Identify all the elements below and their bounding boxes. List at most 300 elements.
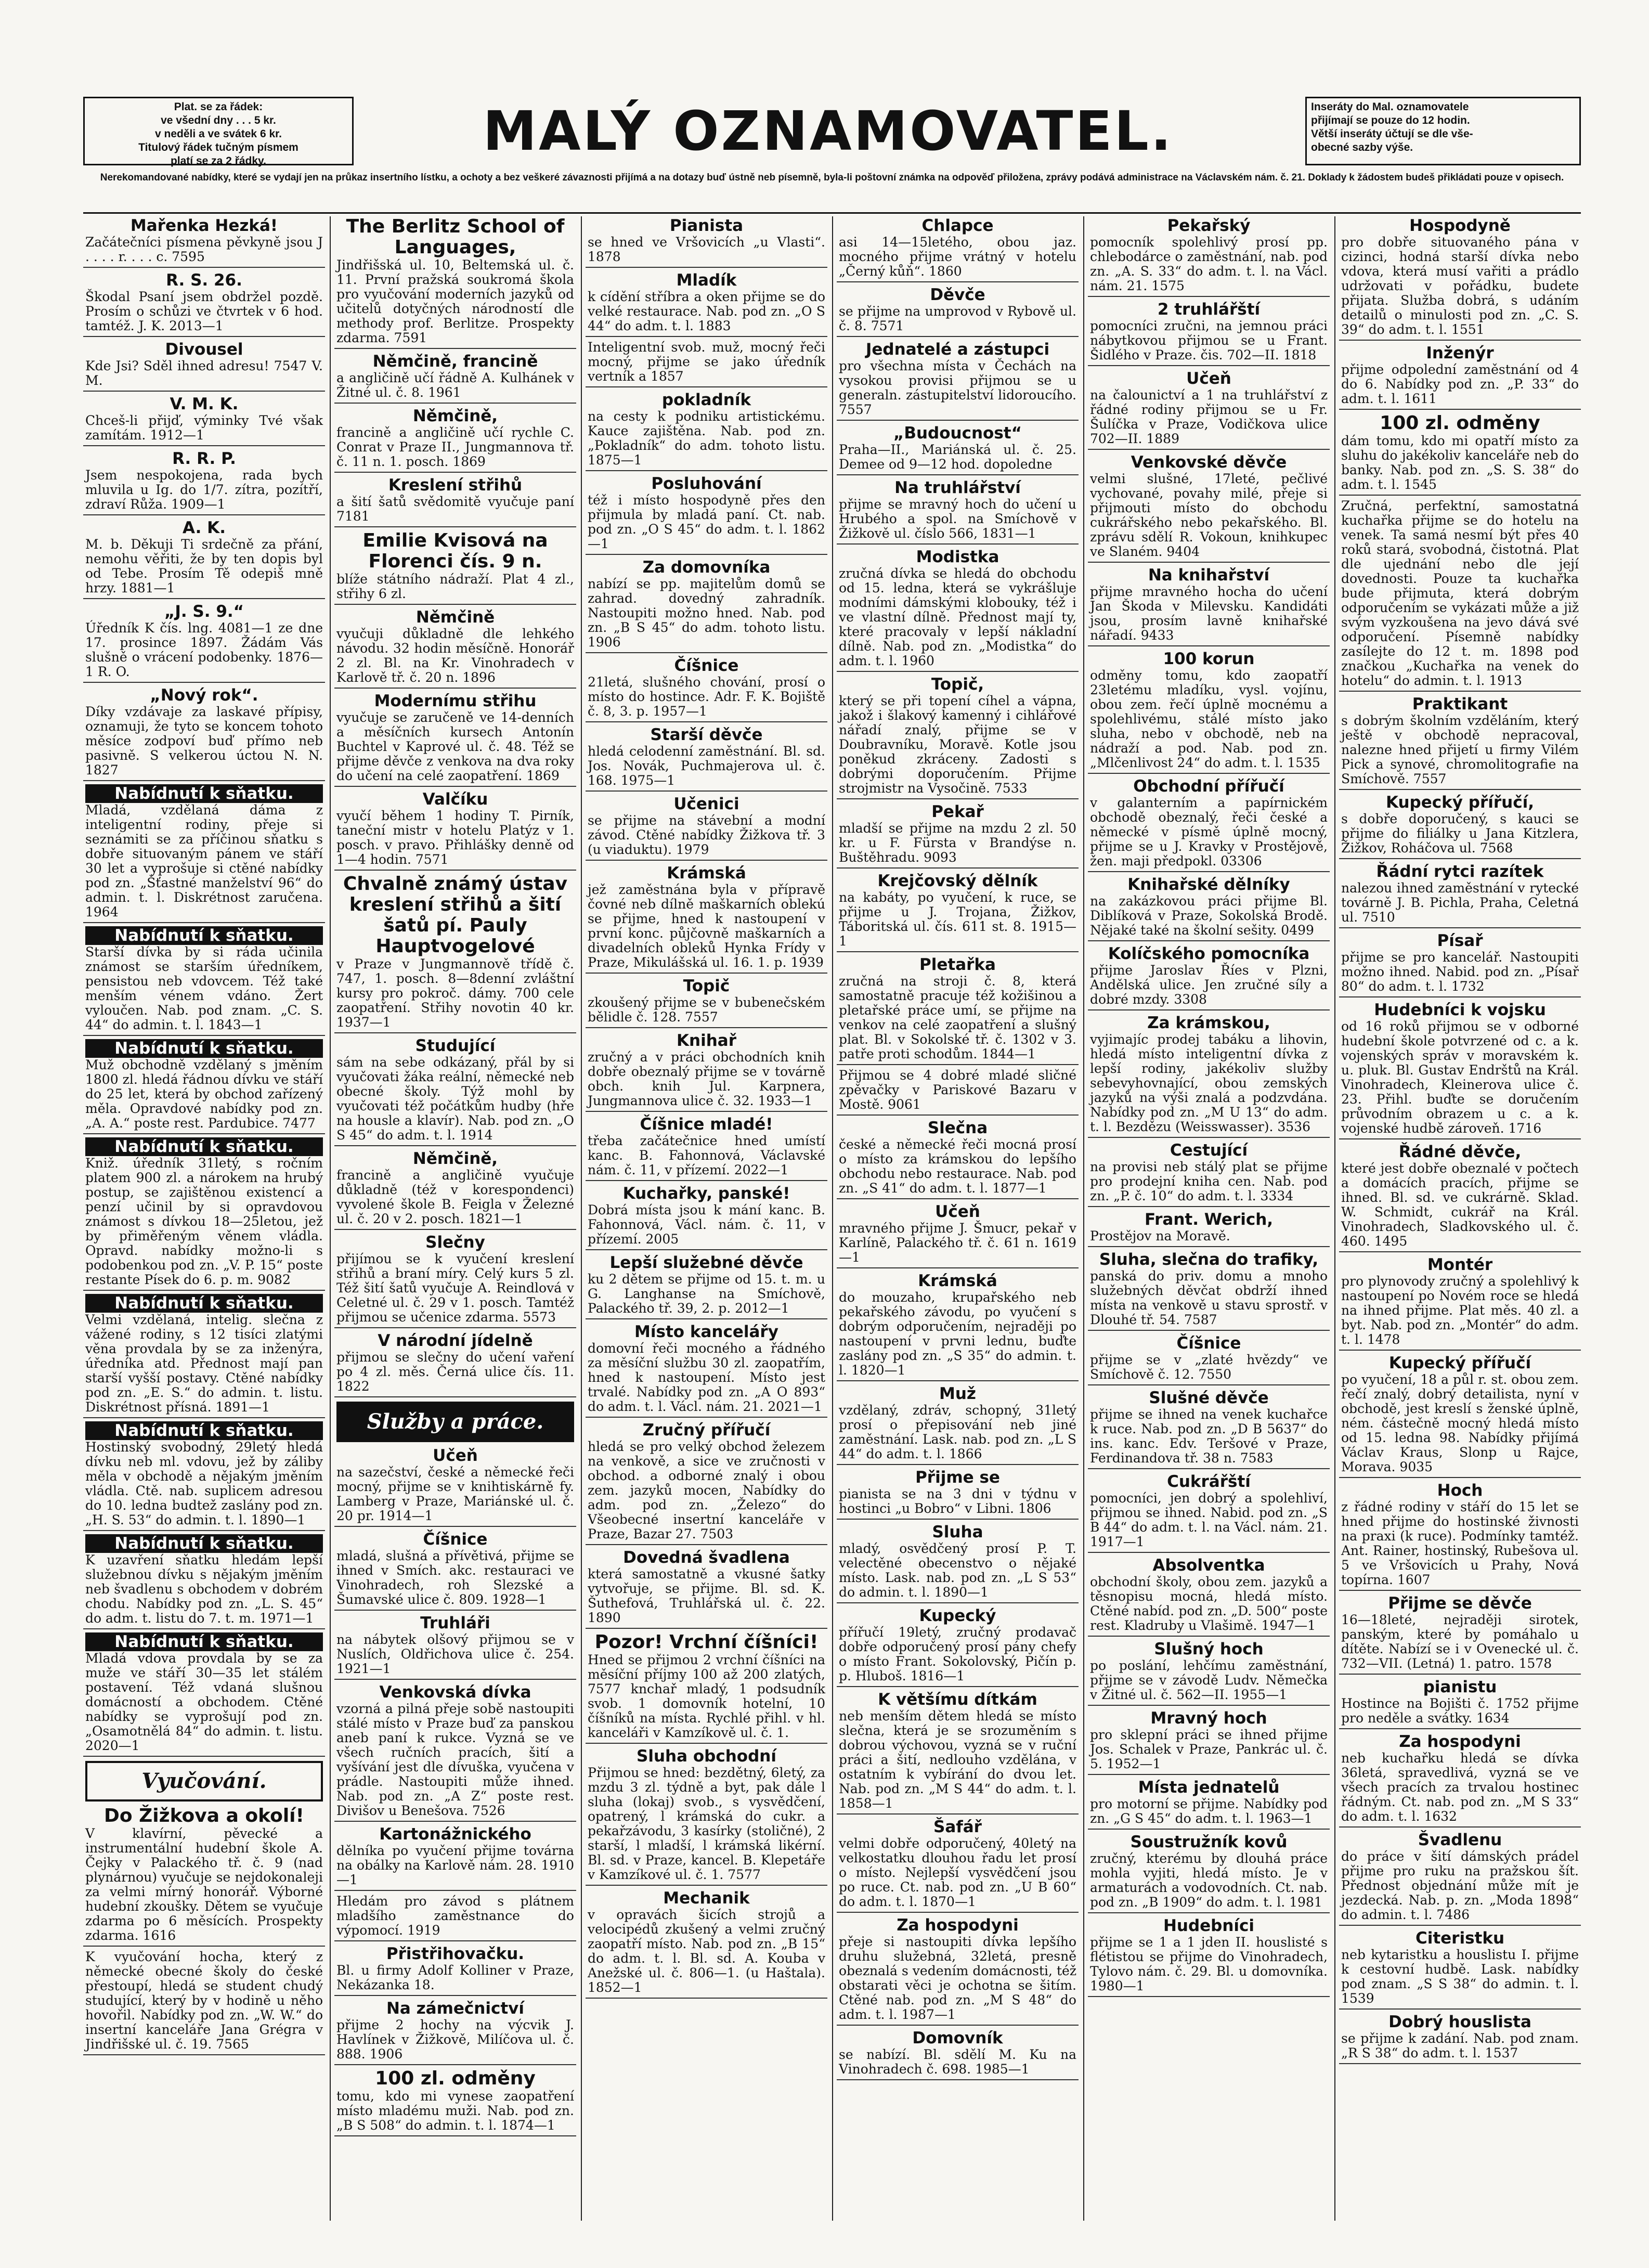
- classified-ad: [1088, 1916, 1330, 1997]
- ad-text: s dobrým školním vzděláním, který ještě v obchodě nepracoval, nalezne hned přijetí u firmy Vilém Pick a synové, chromolitografie na Smíchově. 7557: [1341, 713, 1579, 786]
- ad-heading: Číšnice: [1176, 1334, 1241, 1353]
- info-line: Větší inseráty účtují se dle vše-: [1311, 128, 1473, 140]
- ad-heading: Nabídnutí k sňatku.: [85, 1039, 323, 1058]
- classified-ad: [1339, 793, 1581, 859]
- ad-heading: 100 zl. odměny: [1380, 412, 1540, 434]
- classified-ad: [1088, 1141, 1330, 1207]
- rates-line: Titulový řádek tučným písmem: [138, 141, 298, 153]
- classified-ad: [837, 872, 1079, 952]
- ad-text: která samostatně a vkusné šatky vytvořuje, se přijme. Bl. sd. K. Šuthefová, Truhlářská ul. č. 22. 1890: [588, 1566, 825, 1625]
- page-frame: [83, 94, 1581, 2221]
- ad-heading: Lepší služebné děvče: [609, 1253, 803, 1272]
- ad-text: české a německé řeči mocná prosí o místo za krámskou do lepšího obchodu nebo restaurace. Nab. pod zn. „S 41“ do adm. t. l. 1877—1: [839, 1137, 1076, 1196]
- classified-ad: [837, 1690, 1079, 1815]
- ad-text: sám na sebe odkázaný, přál by si vyučovati žáka reální, německé neb obecné školy. Týž mohl by vyučovati též počátkům hudby (hře na housle a klavír). Nab. pod zn. „O S 45“ do adm. t. l. 1914: [336, 1055, 574, 1143]
- ad-heading: Sluha: [932, 1523, 983, 1541]
- ad-text: Bl. u firmy Adolf Kolliner v Praze, Nekázanka 18.: [336, 1963, 574, 1992]
- ad-heading: Truhláři: [420, 1614, 490, 1632]
- ad-heading: Mechanik: [663, 1889, 750, 1908]
- classified-ad: [1339, 499, 1581, 692]
- ad-text: na čalounictví a 1 na truhlářství z řádné rodiny přijmou se u Fr. Šulíčka v Praze, Vodičkova ulice 702—II. 1889: [1090, 387, 1328, 446]
- classified-ad: [586, 474, 827, 555]
- ad-text: hledá celodenní zaměstnání. Bl. sd. Jos. Novák, Puchmajerova ul. č. 168. 1975—1: [588, 744, 825, 788]
- ad-heading: Mladík: [676, 271, 737, 290]
- ad-text: na zakázkovou práci přijme Bl. Diblíková v Praze, Sokolská Brodě. Nějaké také na školní sešity. 0499: [1090, 893, 1328, 938]
- classified-ad: [334, 1446, 576, 1527]
- ad-heading: Posluhování: [651, 474, 762, 493]
- ad-text: domovní řeči mocného a řádného za měsíční službu 30 zl. zaopatřím, hned k nastoupení. Místo jest trvalé. Nabídky pod zn. „A O 893“ do adm. t. l. Václ. nám. 21. 2021—1: [588, 1341, 825, 1414]
- ad-heading: Krámská: [918, 1272, 997, 1290]
- ad-heading: Kolíčského pomocníka: [1108, 944, 1310, 963]
- ad-heading: Přistřihovačku.: [386, 1945, 525, 1963]
- ad-heading: A. K.: [183, 519, 226, 537]
- ad-heading: Nabídnutí k sňatku.: [85, 1421, 323, 1440]
- ad-heading: Němčině,: [412, 1149, 498, 1168]
- ad-text: Praha—II., Mariánská ul. č. 25. Demee od 9—12 hod. dopoledne: [839, 442, 1076, 472]
- classified-ad: [1339, 413, 1581, 496]
- ad-text: které jest dobře obeznalé v počtech a domácích pracích, přijme se ihned. Bl. sd. ve cukrárně. Sklad. W. Schmidt, cukrář na Král. Vinohradech, Sladkovského ul. č. 460. 1495: [1341, 1161, 1579, 1249]
- classified-ad: [1339, 1255, 1581, 1351]
- ad-text: neb kuchařku hledá se dívka 36letá, spravedlivá, vyzná se ve všech pracích za trvalou hostinec řádným. Ct. nab. pod zn. „M S 33“ do adm. t. l. 1632: [1341, 1751, 1579, 1824]
- classified-ad: [586, 1747, 827, 1886]
- classified-ad: [586, 1889, 827, 1999]
- column-divider: [832, 216, 833, 2221]
- classified-ad: [334, 476, 576, 527]
- classified-ad: [1088, 453, 1330, 563]
- ad-text: na kabáty, po vyučení, k ruce, se přijme u J. Trojana, Žižkov, Táboritská ul. čís. 611 st. 8. 1915—1: [839, 890, 1076, 949]
- column-5: [1088, 216, 1330, 2221]
- classified-ad: [1088, 566, 1330, 646]
- ad-heading: Muž: [939, 1384, 976, 1403]
- ad-heading: Cukrářští: [1167, 1472, 1251, 1491]
- ad-text: francině a angličině učí rychle C. Conrat v Praze II., Jungmannova tř. č. 11 n. 1. posch. 1869: [336, 425, 574, 469]
- ad-text: pomocník spolehlivý prosí pp. chlebodárce o zaměstnání, nab. pod zn. „A. S. 33“ do adm. t. l. na Václ. nám. 21. 1575: [1090, 235, 1328, 293]
- ad-heading: Slečna: [927, 1119, 988, 1137]
- ad-text: tomu, kdo mi vynese zaopatření místo mladému muži. Nab. pod zn. „B S 508“ do admin. t. l. 1874—1: [336, 2089, 574, 2133]
- ad-heading: Písař: [1437, 931, 1483, 950]
- ad-text: zručná na stroji č. 8, která samostatně pracuje též kožišinou a pletařské práce umí, se přijme na venkov na celé zaopatření a slušný plat. Bl. v Sokolské tř. č. 1302 v 3. patře proti schodům. 1844—1: [839, 974, 1076, 1061]
- classified-ad: [83, 784, 325, 923]
- classified-ad: [1339, 1354, 1581, 1478]
- classified-ad: [334, 1945, 576, 1996]
- ad-text: Kniž. úředník 31letý, s ročním platem 900 zl. a nárokem na hrubý postup, se zajištěnou existencí a penzí učinil by si opravdovou známost s dívkou 18—25letou, jež by přiměřeným věnem vládla. Opravd. nabídky možno-li s podobenkou pod zn. „V. P. 15“ poste restante Písek do 6. p. m. 9082: [85, 1156, 323, 1287]
- ad-heading: „Budoucnost“: [893, 424, 1022, 443]
- ad-heading: Slečny: [425, 1233, 485, 1252]
- classified-ad: [1088, 1389, 1330, 1469]
- ad-text: hledá se pro velký obchod železem na venkově, a sice ve zručnosti v obchod. a odborné znalý i obou zem. jazyků mocen, Nabídky do adm. pod zn. „Železo“ do Všeobecné insertní kanceláře v Praze, Bazar 27. 7503: [588, 1439, 825, 1541]
- ad-heading: Knihařské dělníky: [1127, 875, 1290, 894]
- ad-text: s dobře doporučený, s kauci se přijme do filiálky u Jana Kitzlera, Žižkov, Roháčova ul. 7568: [1341, 811, 1579, 856]
- classified-ad: [83, 271, 325, 337]
- classified-ad: [1088, 1472, 1330, 1553]
- ad-heading: Za krámskou,: [1147, 1014, 1270, 1032]
- ad-text: mladá, slušná a přívětivá, přijme se ihned v Smích. akc. restauraci ve Vinohradech, roh Slezské a Šumavské ulice č. 809. 1928—1: [336, 1548, 574, 1607]
- column-2: [334, 216, 576, 2221]
- ad-heading: Kupecký přířučí,: [1386, 793, 1534, 812]
- ad-text: Hostinský svobodný, 29letý hledá dívku neb ml. vdovu, jež by záliby měla v obchodě a nějakým jměním vládla. Ctě. nab. suplicem adresou do 10. ledna budtež zaslány pod zn. „H. S. 53“ do admin. t. l. 1890—1: [85, 1440, 323, 1527]
- ad-heading: Sluha, slečna do trafiky,: [1099, 1250, 1319, 1269]
- ad-heading: Zručný přířučí: [642, 1421, 771, 1440]
- ad-heading: Mravný hoch: [1150, 1709, 1267, 1728]
- classified-ad: [1088, 777, 1330, 872]
- ad-heading: 2 truhlářští: [1157, 300, 1261, 319]
- ad-text: K vyučování hocha, který z německé obecné školy do české přestoupí, hledá se student chudý studující, který by v hodině u něho hovořil. Nabídky pod zn. „W. W.“ do insertní kanceláře Jana Grégra v Jindřišské ul. č. 19. 7565: [85, 1949, 323, 2052]
- classified-ad: [837, 1384, 1079, 1465]
- classified-ad: [83, 1632, 325, 1757]
- classified-ad: [586, 391, 827, 471]
- classified-ad: [83, 1294, 325, 1418]
- classified-ad: [334, 216, 576, 349]
- ad-text: přijme mravného hocha do učení Jan Škoda v Milevsku. Kandidáti jsou, prosím lavně knihařské nářadí. 9433: [1090, 584, 1328, 643]
- administration-notice: Nerekomandované nabídky, které se vydají jen na průkaz insertního lístku, a ochoty a bez veškeré závaznosti přijímá a na dotazy buď ústně neb písemně, byla-li poštovní známka na odpověď přiložena, zprávy podává administrace na Václavském nám. č. 21. Doklady k žádostem budeš přikládati pouze v opisech.: [100, 172, 1564, 183]
- ad-text: V klavírní, pěvecké a instrumentální hudební škole A. Čejky v Palackého tř. č. 9 (nad plynárnou) vyučuje se nejdokonaleji za velmi mírný honorář. Výborné hudební zkoušky. Dětem se vyučuje zdarma po 6 měsících. Prospekty zdarma. 1616: [85, 1826, 323, 1943]
- ad-text: z řádné rodiny v stáří do 15 let se hned přijme do hostinské živnosti na praxi (k ruce). Podmínky tamtéž. Ant. Rainer, hostinský, Rubešova ul. 5 ve Vršovicích u Prahy, Nová topírna. 1607: [1341, 1499, 1579, 1587]
- ad-text: na provisi neb stálý plat se přijme pro prodejní kniha cen. Nab. pod zn. „P. č. 10“ do adm. t. l. 3334: [1090, 1159, 1328, 1203]
- header-rule: [83, 212, 1581, 214]
- info-line: přijímají se pouze do 12 hodin.: [1311, 114, 1470, 126]
- classified-ad: [83, 1534, 325, 1629]
- ad-heading: Dobrý houslista: [1388, 2013, 1531, 2031]
- section-banner: Vyučování.: [85, 1761, 323, 1802]
- ad-heading: Přijme se: [915, 1468, 1000, 1487]
- classified-ad: [83, 926, 325, 1036]
- ad-text: přijme Jaroslav Říes v Plzni, Andělská ulice. Jen zručné síly a dobré mzdy. 3308: [1090, 963, 1328, 1007]
- column-divider: [1083, 216, 1084, 2221]
- classified-ad: [837, 1468, 1079, 1520]
- ad-text: nabízí se pp. majitelům domů se zahrad. dovedný zahradník. Nastoupiti možno hned. Nab. pod zn. „B S 45“ do adm. tohoto listu. 1906: [588, 576, 825, 650]
- ad-text: se hned ve Vršovicích „u Vlasti“. 1878: [588, 235, 825, 264]
- classified-ad: [1339, 695, 1581, 790]
- ad-text: Hned se přijmou 2 vrchní číšníci na měsíční příjmy 100 až 200 zlatých, 7577 knchař mladý, 1 podsudník svob. 1 domovník hotelní, 10 číšníků na místa. Rychlé přihl. v hl. kanceláři v Kamzíkově ul. č. 1.: [588, 1652, 825, 1740]
- classified-ad: [586, 340, 827, 387]
- ad-text: přijme se mravný hoch do učení u Hrubého a spol. na Smíchově v Žižkově ul. číslo 566, 1831—1: [839, 497, 1076, 541]
- ad-heading: Studující: [415, 1036, 496, 1055]
- ad-heading: 100 korun: [1163, 650, 1255, 668]
- ad-text: Starší dívka by si ráda učinila známost se starším úředníkem, pensistou neb vdovcem. Též také menším vénem vdáno. Žert vyloučen. Nab. pod znam. „C. S. 44“ do admin. t. l. 1843—1: [85, 944, 323, 1032]
- classified-columns: [83, 216, 1581, 2221]
- ad-text: jež zaměstnána byla v přípravě čovné neb dílně maškarních oblekú se přijme, hned k nastoupení v první konc. půjčovně maškarních a divadelních obleků Hynka Frídy v Praze, Mikulášská ul. 16. 1. p. 1939: [588, 882, 825, 970]
- rates-line: platí se za 2 řádky.: [170, 155, 267, 167]
- ad-text: do práce v šití dámských prádel přijme pro ruku na pražskou šít. Přednost objednání může mít je jezdecká. Nab. p. zn. „Moda 1898“ do admin. t. l. 7486: [1341, 1849, 1579, 1922]
- classified-ad: [1088, 875, 1330, 941]
- classified-ad: [586, 977, 827, 1028]
- classified-ad: [837, 1202, 1079, 1268]
- classified-ad: [586, 725, 827, 792]
- ad-text: vyučuje se zaručeně ve 14-denních a měsíčních kursech Antonín Buchtel v Kaprové ul. č. 48. Též se přijme děvče z venkova na dva roky do učení na celé zaopatření. 1869: [336, 710, 574, 783]
- ad-heading: Na truhlářství: [894, 478, 1021, 497]
- ad-text: 21letá, slušného chování, prosí o místo do hostince. Adr. F. K. Bojiště č. 8, 3. p. 1957—1: [588, 675, 825, 719]
- classified-ad: [1339, 1594, 1581, 1675]
- classified-ad: [1339, 216, 1581, 341]
- classified-ad: [1339, 2013, 1581, 2064]
- ad-text: na sazečství, české a německé řeči mocný, přijme se v knihtiskárně fy. Lamberg v Praze, Mariánské ul. č. 20 pr. 1914—1: [336, 1465, 574, 1523]
- ad-text: Úředník K čís. lng. 4081—1 ze dne 17. prosince 1897. Žádám Vás slušně o vrácení podobenky. 1876—1 R. O.: [85, 620, 323, 679]
- ad-heading: Za hospodyni: [897, 1916, 1019, 1935]
- ad-text: mladý, osvědčený prosí P. T. velectěné obecenstvo o nějaké místo. Lask. nab. pod zn. „L S 53“ do admin. t. l. 1890—1: [839, 1541, 1076, 1600]
- classified-ad: [1088, 944, 1330, 1010]
- classified-ad: [334, 608, 576, 689]
- ad-heading: Němčině,: [412, 407, 498, 425]
- classified-ad: [1088, 369, 1330, 450]
- ad-text: se přijme na umprovod v Rybově ul. č. 8. 7571: [839, 304, 1076, 333]
- ad-heading: Chvalně známý ústav kreslení střihů a šití šatů pí. Pauly Hauptvogelové: [343, 873, 568, 957]
- ad-text: přijme se ihned na venek kuchařce k ruce. Nab. pod zn. „D B 5637“ do ins. kanc. Edv. Teršové v Praze, Ferdinandova tř. 38 n. 7583: [1090, 1407, 1328, 1466]
- classified-ad: [334, 352, 576, 404]
- ad-heading: Nabídnutí k sňatku.: [85, 1632, 323, 1651]
- ad-heading: Venkovská dívka: [379, 1683, 531, 1702]
- ad-heading: Slušný hoch: [1154, 1640, 1264, 1658]
- classified-ad: [1088, 1210, 1330, 1247]
- ad-heading: Učeň: [1186, 369, 1231, 388]
- ad-text: Muž obchodně vzdělaný s jměním 1800 zl. hledá řádnou dívku ve stáří do 25 let, která by obchod zařízený měla. Opravdové nabídky pod zn. „A. A.“ poste rest. Pardubice. 7477: [85, 1057, 323, 1131]
- ad-heading: „Nový rok“.: [150, 686, 258, 705]
- classified-ad: [334, 1614, 576, 1680]
- classified-ad: [334, 692, 576, 787]
- ad-text: zručná dívka se hledá do obchodu od 15. ledna, která se vykrášluje modními dámskými klobouky, též i ve vlastní dílně. Přednost mají ty, které pracovaly v lepší nákladní dílně. Nab. pod zn. „Modistka“ do adm. t. l. 1960: [839, 566, 1076, 668]
- classified-ad: [1088, 1014, 1330, 1138]
- ad-heading: V národní jídelně: [378, 1331, 533, 1350]
- ad-text: po vyučení, 18 a půl r. st. obou zem. řečí znalý, dobrý detailista, nyní v obchodě, jest kreslí s ženské úplně, ném. částečně mocný hledá místo od 15. ledna 98. Nabídky přijímá Václav Kraus, Slonp u Rajce, Morava. 9035: [1341, 1372, 1579, 1474]
- classified-ad: [1339, 931, 1581, 997]
- ad-text: Velmi vzdělaná, intelig. slečna z vážené rodiny, s 12 tisíci zlatými věna provdala by se za inženýra, úředníka atd. Přednost mají pan starší vyšší postavy. Ctěné nabídky pod zn. „E. S.“ do admin. t. listu. Diskrétnost přísná. 1891—1: [85, 1312, 323, 1415]
- classified-ad: [1339, 1001, 1581, 1139]
- ad-heading: Nabídnutí k sňatku.: [85, 784, 323, 803]
- ad-heading: Kupecký: [919, 1606, 996, 1625]
- ad-text: pro motorní se přijme. Nabídky pod zn. „G S 45“ do adm. t. l. 1963—1: [1090, 1796, 1328, 1826]
- classified-ad: [83, 216, 325, 268]
- classified-ad: [837, 1119, 1079, 1199]
- ad-text: velmi dobře odporučený, 40letý na velkostatku dlouhou řadu let prosí o místo. Nejlepší vysvědčení jsou po ruce. Ct. nab. pod zn. „U B 60“ do adm. t. l. 1870—1: [839, 1836, 1076, 1909]
- classified-ad: [586, 1632, 827, 1744]
- classified-ad: [1088, 300, 1330, 366]
- masthead-header: [83, 94, 1581, 169]
- ad-heading: Hoch: [1437, 1481, 1483, 1500]
- info-line: obecné sazby výše.: [1311, 141, 1413, 153]
- ad-text: Díky vzdávaje za laskavé přípisy, oznamuji, že tyto se koncem tohoto měsíce zodpoví buď přímo neb pasivně. S velkerou úctou N. N. 1827: [85, 704, 323, 777]
- classified-ad: [83, 1806, 325, 1947]
- ad-heading: Krámská: [667, 864, 746, 883]
- ad-text: Dobrá místa jsou k mání kanc. B. Fahonnová, Václ. nám. č. 11, v přízemí. 2005: [588, 1202, 825, 1247]
- ad-text: se nabízí. Bl. sdělí M. Ku na Vinohradech č. 698. 1985—1: [839, 2047, 1076, 2077]
- ad-text: K uzavření sňatku hledám lepší služebnou dívku s nějakým jměním neb švadlenu s obchodem v dobrém chodu. Nabídky pod zn. „L. S. 45“ do adm. t. listu do 7. t. m. 1971—1: [85, 1552, 323, 1626]
- ad-heading: Číšnice: [674, 656, 739, 675]
- ad-heading: Do Žižkova a okolí!: [104, 1805, 304, 1826]
- ad-heading: Kreslení střihů: [388, 476, 523, 495]
- ad-text: nalezou ihned zaměstnání v rytecké továrně J. B. Pichla, Praha, Celetná ul. 7510: [1341, 880, 1579, 925]
- ad-heading: Soustružník kovů: [1130, 1833, 1288, 1851]
- classified-ad: [837, 955, 1079, 1065]
- classified-ad: [1088, 216, 1330, 297]
- ad-heading: Místa jednatelů: [1138, 1778, 1280, 1797]
- ad-text: mravného přijme J. Šmucr, pekař v Karlíně, Palackého tř. č. 61 n. 1619—1: [839, 1221, 1076, 1265]
- classified-ad: [586, 1031, 827, 1112]
- ad-heading: Krejčovský dělník: [877, 872, 1038, 890]
- ad-text: dám tomu, kdo mi opatří místo za sluhu do jakékoliv kanceláře neb do banky. Nab. pod zn. „S. S. 38“ do adm. t. l. 1545: [1341, 433, 1579, 492]
- ad-heading: Modistka: [916, 548, 999, 566]
- ad-heading: Kuchařky, panské!: [622, 1184, 790, 1203]
- ad-heading: pianistu: [1423, 1678, 1497, 1696]
- ad-heading: Slušné děvče: [1149, 1389, 1269, 1407]
- classified-ad: [83, 1421, 325, 1531]
- ad-heading: Topič: [683, 977, 730, 995]
- classified-ad: [837, 1068, 1079, 1116]
- ad-text: přijímou se k vyučení kreslení střihů a braní míry. Celý kurs 5 zl. Též šití šatů vyučuje A. Reindlová v Celetné ul. č. 29 v 1. posch. Tamtéž přijmou se učenice zdarma. 5573: [336, 1251, 574, 1325]
- ad-heading: Přijme se děvče: [1388, 1594, 1532, 1613]
- ad-heading: Nabídnutí k sňatku.: [85, 926, 323, 945]
- ad-text: třeba začátečnice hned umístí kanc. B. Fahonnová, Václavské nám. č. 11, v přízemí. 2022—1: [588, 1133, 825, 1177]
- ad-heading: Učeň: [935, 1202, 980, 1221]
- classified-ad: [837, 1523, 1079, 1603]
- ad-text: neb kytaristku a houslistu I. přijme k cestovní hudbě. Lask. nabídky pod znam. „S S 38“ do admin. t. l. 1539: [1341, 1947, 1579, 2006]
- classified-ad: [334, 1683, 576, 1822]
- ad-text: přeje si nastoupiti dívka lepšího druhu služebná, 32letá, presně obeznalá s vedením domácnosti, též obstarati věci je ochotna se šitím. Ctěné nab. pod zn. „M S 48“ do adm. t. l. 1987—1: [839, 1934, 1076, 2022]
- classified-ad: [83, 1950, 325, 2055]
- classified-ad: [83, 686, 325, 781]
- classified-ad: [1088, 1640, 1330, 1706]
- rates-box: [83, 97, 354, 165]
- ad-heading: Učenici: [673, 795, 739, 813]
- classified-ad: [1339, 1732, 1581, 1828]
- ad-text: přijmou se slečny do učení vaření po 4 zl. měs. Černá ulice čís. 11. 1822: [336, 1350, 574, 1394]
- classified-ad: [837, 340, 1079, 421]
- ad-text: v opravách šicích strojů a velocipédů zkušený a velmi zručný zaopatří místo. Nab. pod zn. „B 15“ do adm. t. l. Bl. sd. A. Kouba v Anežské ul. č. 806—1. (u Haštala). 1852—1: [588, 1907, 825, 1995]
- ad-text: do mouzaho, krupařského neb pekařského závodu, po vyučení s dobrým odporučením, nejraději po nastoupení v prvni lednu, buďte zaslány pod zn. „S 35“ do admin. t. l. 1820—1: [839, 1290, 1076, 1378]
- ad-text: pomocníci, jen dobrý a spolehliví, přijmou se ihned. Nabid. pod zn. „S B 44“ do adm. t. l. na Václ. nám. 21. 1917—1: [1090, 1491, 1328, 1549]
- ad-text: přijme se 1 a 1 jden II. houslisté s flétistou se přijme do Vinohradech, Tylovo nám. č. 29. Bl. u domovníka. 1980—1: [1090, 1935, 1328, 1993]
- classified-ad: [1088, 1334, 1330, 1385]
- ad-heading: Hudebníci k vojsku: [1374, 1001, 1546, 1019]
- ad-heading: Nabídnutí k sňatku.: [85, 1534, 323, 1553]
- ad-heading: Hudebníci: [1163, 1916, 1255, 1935]
- classified-ad: [586, 795, 827, 861]
- ad-heading: Sluha obchodní: [637, 1747, 776, 1766]
- ad-text: přijme odpolední zaměstnání od 4 do 6. Nabídky pod zn. „P. 33“ do adm. t. l. 1611: [1341, 362, 1579, 406]
- classified-ad: [334, 1530, 576, 1611]
- ad-heading: Obchodní přířučí: [1133, 777, 1284, 796]
- column-divider: [581, 216, 582, 2221]
- ad-text: mladší se přijme na mzdu 2 zl. 50 kr. u F. Fürsta v Brandýse n. Buštěhradu. 9093: [839, 821, 1076, 865]
- classified-ad: [83, 1039, 325, 1134]
- ad-heading: Modernímu střihu: [374, 692, 537, 710]
- ad-text: pro dobře situovaného pána v cizinci, hodná starší dívka nebo vdova, která musí vařiti a prádlo udržovati v pořádku, budete přijata. Služba dobrá, s udáním detailů o minulosti pod zn. „C. S. 39“ do adm. t. l. 1551: [1341, 235, 1579, 337]
- classified-ad: [334, 1331, 576, 1397]
- ad-text: Hostince na Bojišti č. 1752 přijme pro neděle a svátky. 1634: [1341, 1696, 1579, 1726]
- ad-heading: Starší děvče: [650, 725, 763, 744]
- insertion-info-box: [1305, 97, 1581, 165]
- ad-text: ku 2 dětem se přijme od 15. t. m. u G. Langhanse na Smíchově, Palackého tř. 39, 2. p. 2012—1: [588, 1272, 825, 1316]
- ad-heading: Valčíku: [422, 790, 488, 809]
- classified-ad: [1339, 1481, 1581, 1591]
- ad-heading: Frant. Werich,: [1144, 1210, 1274, 1229]
- ad-text: pro všechna místa v Čechách na vysokou provisi přijmou se u generaln. zástupitelství lidoroucího. 7557: [839, 358, 1076, 417]
- classified-ad: [334, 2068, 576, 2136]
- ad-text: se přijme na stávební a modní závod. Ctěné nabídky Žižkova tř. 3 (u viaduktu). 1979: [588, 813, 825, 857]
- ad-text: neb menším dětem hledá se místo slečna, která je se srozuměním s dobrou výchovou, vyzná se v ruční práci a šití, nedlouho vzdělána, v ostatním k vybírání do dvou let. Nab. pod zn. „M S 44“ do adm. t. l. 1858—1: [839, 1708, 1076, 1811]
- ad-heading: Číšnice: [423, 1530, 488, 1549]
- ad-text: pro sklepní práci se ihned přijme Jos. Schalek v Praze, Pankrác ul. č. 5. 1952—1: [1090, 1727, 1328, 1771]
- classified-ad: [837, 2029, 1079, 2080]
- ad-heading: Dovedná švadlena: [623, 1548, 790, 1567]
- classified-ad: [334, 530, 576, 605]
- classified-ad: [586, 558, 827, 653]
- ad-text: v Praze v Jungmannově třídě č. 747, 1. posch. 8—8denní zvláštní kursy pro pokroč. dámy. 700 cele zaopatření. Střihy novotin 40 kr. 1937—1: [336, 956, 574, 1030]
- ad-text: Inteligentní svob. muž, mocný řeči mocný, přijme se jako úředník vertník a 1857: [588, 340, 825, 384]
- classified-ad: [1339, 344, 1581, 410]
- classified-ad: [334, 790, 576, 871]
- ad-heading: Jednatelé a zástupci: [865, 340, 1050, 359]
- ad-text: a angličině učí řádně A. Kulhánek v Žitné ul. č. 8. 1961: [336, 370, 574, 400]
- ad-text: zručný a v práci obchodních knih dobře obeznalý přijme se v továrně obch. knih Jul. Karpnera, Jungmannova ulice č. 32. 1933—1: [588, 1049, 825, 1108]
- classified-ad: [837, 424, 1079, 475]
- classified-ad: [837, 675, 1079, 799]
- classified-ad: [334, 1825, 576, 1891]
- column-divider: [330, 216, 331, 2221]
- ad-text: pro plynovody zručný a spolehlivý k nastoupení po Novém roce se hledá na ihned přijme. Plat měs. 40 zl. a byt. Nab. pod zn. „Montér“ do adm. t. l. 1478: [1341, 1274, 1579, 1347]
- ad-heading: Za domovníka: [642, 558, 771, 577]
- ad-text: Zručná, perfektní, samostatná kuchařka přijme se do hotelu na venek. Ta samá nesmí být přes 40 roků stará, svobodná, čistotná. Plat dle ujednání nebo dle její dovednosti. Pouze ta kuchařka bude přijmuta, která dobrým odporučením se vykázati může a již svým vyzkoušena na jevo dává své odporučení. Písemně nabídky zasílejte do 12 t. m. 1898 pod značkou „Kuchařka na venek do hotelu“ do admin. t. l. 1913: [1341, 498, 1579, 688]
- ad-text: Prostějov na Moravě.: [1090, 1228, 1230, 1243]
- classified-ad: [586, 1184, 827, 1250]
- classified-ad: [334, 1233, 576, 1328]
- column-3: [586, 216, 827, 2221]
- classified-ad: [837, 802, 1079, 869]
- ad-text: Jsem nespokojena, rada bych mluvila u Ig. do 1/7. zítra, pozítří, zdraví Růža. 1909—1: [85, 468, 323, 512]
- ad-heading: Absolventka: [1152, 1556, 1265, 1575]
- classified-ad: [334, 1894, 576, 1941]
- ad-heading: Na zámečnictví: [386, 1999, 525, 2018]
- ad-text: k cídění stříbra a oken přijme se do velké restaurace. Nab. pod zn. „O S 44“ do adm. t. l. 1883: [588, 289, 825, 333]
- classified-ad: [1088, 1778, 1330, 1830]
- ad-heading: Pekař: [931, 802, 984, 821]
- ad-heading: „J. S. 9.“: [164, 602, 244, 621]
- ad-text: Začátečníci písmena pěvkyně jsou J . . . . r. . . . c. 7595: [85, 235, 323, 264]
- ad-text: vyjimajíc prodej tabáku a lihovin, hledá místo inteligentní dívka z lepší rodiny, jakékoliv služby sebevyhovnající, obou zemských jazyků na výši znalá a podzvdána. Nabídky pod zn. „M U 13“ do adm. t. l. Bezdězu (Weisswasser). 3536: [1090, 1032, 1328, 1134]
- ad-text: vyučuji důkladně dle lehkého návodu. 32 hodin měsíčně. Honorář 2 zl. Bl. na Kr. Vinohradech v Karlově tř. č. 20 n. 1896: [336, 626, 574, 685]
- ad-heading: Pozor! Vrchní číšníci!: [594, 1631, 819, 1653]
- classified-ad: [837, 548, 1079, 672]
- ad-text: v galanterním a papírnickém obchodě obeznalý, řeči české a německé v písmě úplně mocný, přijme se u J. Kravky v Prostějově, žen. maji předpokl. 03306: [1090, 795, 1328, 869]
- ad-text: blíže státního nádraží. Plat 4 zl., střihy 6 zl.: [336, 572, 574, 601]
- ad-text: přířučí 19letý, zručný prodavač dobře odporučený prosí pány chefy o místo Frant. Sokolovský, Pičín p. p. Hluboš. 1816—1: [839, 1625, 1076, 1683]
- classified-ad: [1339, 1831, 1581, 1926]
- classified-ad: [1088, 1833, 1330, 1913]
- ad-heading: Nabídnutí k sňatku.: [85, 1294, 323, 1313]
- classified-ad: [837, 1916, 1079, 2026]
- column-divider: [1334, 216, 1335, 2221]
- ad-heading: Kartonážnického: [379, 1825, 531, 1844]
- ad-heading: Číšnice mladé!: [640, 1115, 773, 1134]
- ad-text: Přijmou se 4 dobré mladé sličné zpěvačky v Pariskové Bazaru v Mostě. 9061: [839, 1068, 1076, 1112]
- classified-ad: [1339, 1143, 1581, 1252]
- ad-heading: Švadlenu: [1418, 1831, 1502, 1849]
- ad-text: po poslání, lehčímu zaměstnání, přijme se v závodě Ludv. Němečka v Žitné ul. č. 562—II. 1955—1: [1090, 1658, 1328, 1702]
- classified-ad: [83, 340, 325, 392]
- ad-heading: Domovník: [912, 2029, 1003, 2047]
- ad-text: přijme se pro kancelář. Nastoupiti možno ihned. Nabid. pod zn. „Písař 80“ do adm. t. l. 1732: [1341, 950, 1579, 994]
- ad-heading: Mařenka Hezká!: [130, 216, 278, 235]
- ad-heading: Inženýr: [1426, 344, 1494, 362]
- classified-ad: [1088, 1709, 1330, 1775]
- classified-ad: [1339, 862, 1581, 928]
- ad-text: též i místo hospodyně přes den přijmula by mladá paní. Ct. nab. pod zn. „O S 45“ do adm. t. l. 1862—1: [588, 493, 825, 551]
- ad-heading: pokladník: [661, 391, 751, 409]
- ad-text: Chceš-li přijď, výminky Tvé však zamítám. 1912—1: [85, 413, 323, 443]
- ad-text: panská do priv. domu a mnoho služebných děvčat obdrží ihned místa na venkově u stavu sprostř. v Dlouhé tř. 54. 7587: [1090, 1268, 1328, 1327]
- ad-heading: Venkovské děvče: [1131, 453, 1287, 472]
- ad-heading: R. S. 26.: [166, 271, 242, 290]
- ad-text: dělníka po vyučení přijme továrna na obálky na Karlově nám. 28. 1910—1: [336, 1843, 574, 1887]
- classified-ad: [1088, 650, 1330, 774]
